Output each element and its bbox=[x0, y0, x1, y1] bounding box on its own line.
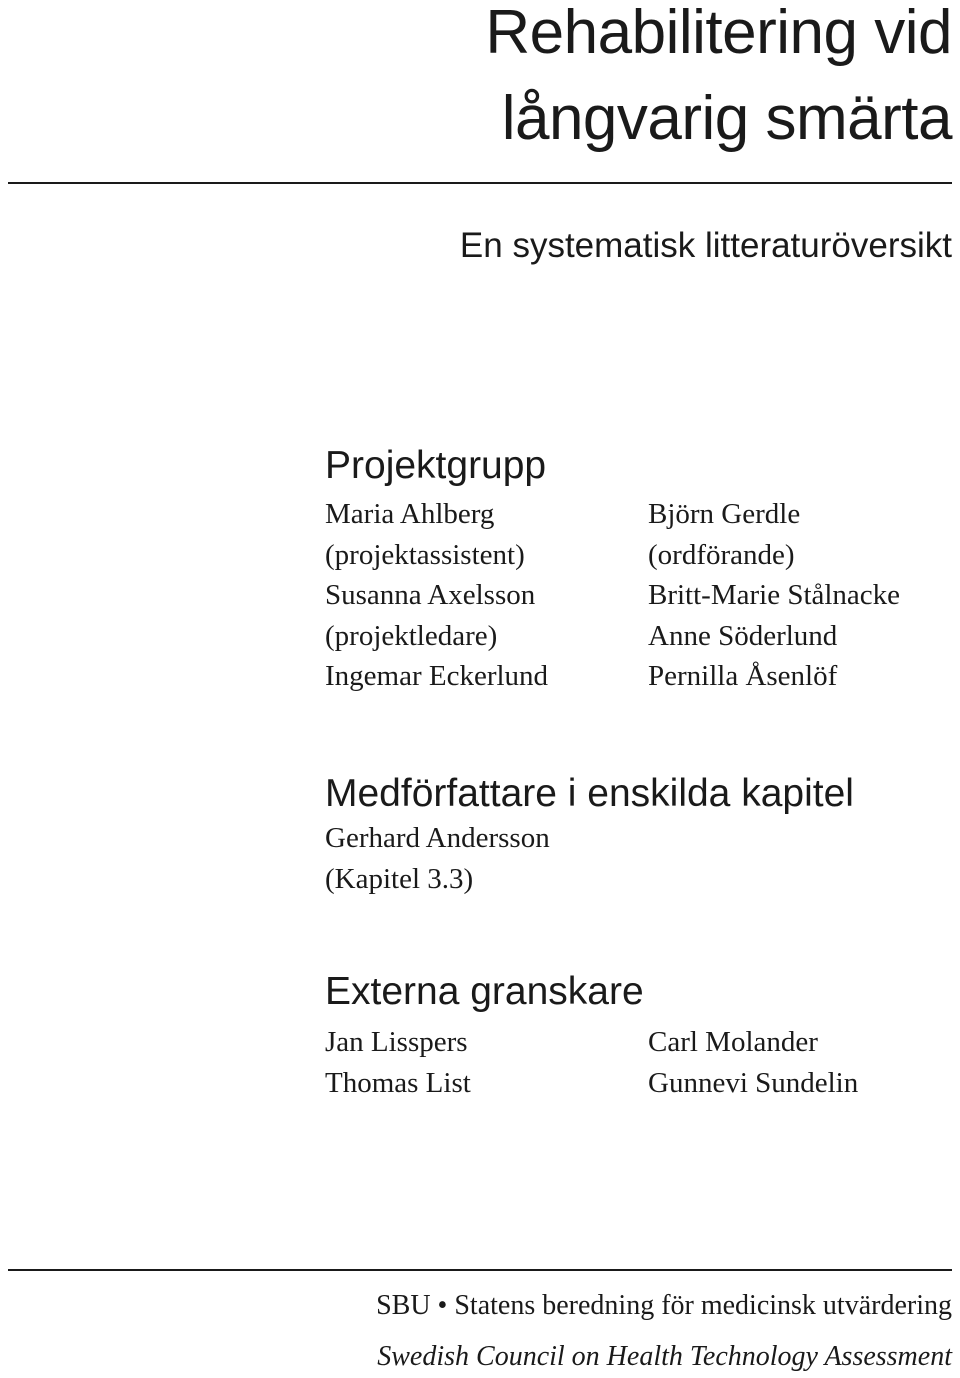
reviewer-name: Gunnevi Sundelin bbox=[648, 1066, 859, 1099]
coauthor-chapter: (Kapitel 3.3) bbox=[325, 862, 474, 895]
projektgrupp-heading: Projektgrupp bbox=[325, 444, 547, 487]
member-role: (ordförande) bbox=[648, 538, 795, 571]
member-name: Ingemar Eckerlund bbox=[325, 660, 549, 692]
subtitle: En systematisk litteraturöversikt bbox=[459, 226, 952, 265]
member-name: Björn Gerdle bbox=[648, 498, 801, 530]
member-name: Pernilla Åsenlöf bbox=[648, 660, 838, 692]
footer-english-name: Swedish Council on Health Technology Assessment bbox=[377, 1341, 952, 1372]
bottom-divider bbox=[8, 1269, 952, 1271]
reviewer-name: Carl Molander bbox=[648, 1026, 818, 1058]
coauthor-name: Gerhard Andersson bbox=[325, 822, 550, 854]
reviewer-name: Jan Lisspers bbox=[325, 1026, 468, 1058]
title-line-1: Rehabilitering vid bbox=[485, 0, 952, 67]
externa-left-column bbox=[325, 1022, 471, 1103]
reviewer-name: Thomas List bbox=[325, 1066, 471, 1099]
projektgrupp-left-column bbox=[325, 494, 548, 697]
projektgrupp-right-column bbox=[648, 494, 900, 697]
member-name: Susanna Axelsson bbox=[325, 579, 536, 611]
medforfattare-heading: Medförfattare i enskilda kapitel bbox=[325, 772, 854, 815]
member-name: Maria Ahlberg bbox=[325, 498, 495, 530]
member-name: Britt-Marie Stålnacke bbox=[648, 579, 901, 611]
member-name: Anne Söderlund bbox=[648, 619, 838, 652]
footer-organization: SBU • Statens beredning för medicinsk utvärdering bbox=[376, 1290, 952, 1321]
externa-right-column bbox=[648, 1022, 858, 1103]
title-line-2: långvarig smärta bbox=[501, 84, 952, 153]
top-divider bbox=[8, 182, 952, 184]
member-role: (projektassistent) bbox=[325, 538, 525, 571]
externa-heading: Externa granskare bbox=[325, 970, 644, 1013]
member-role: (projektledare) bbox=[325, 619, 498, 652]
medforfattare-column bbox=[325, 818, 550, 899]
